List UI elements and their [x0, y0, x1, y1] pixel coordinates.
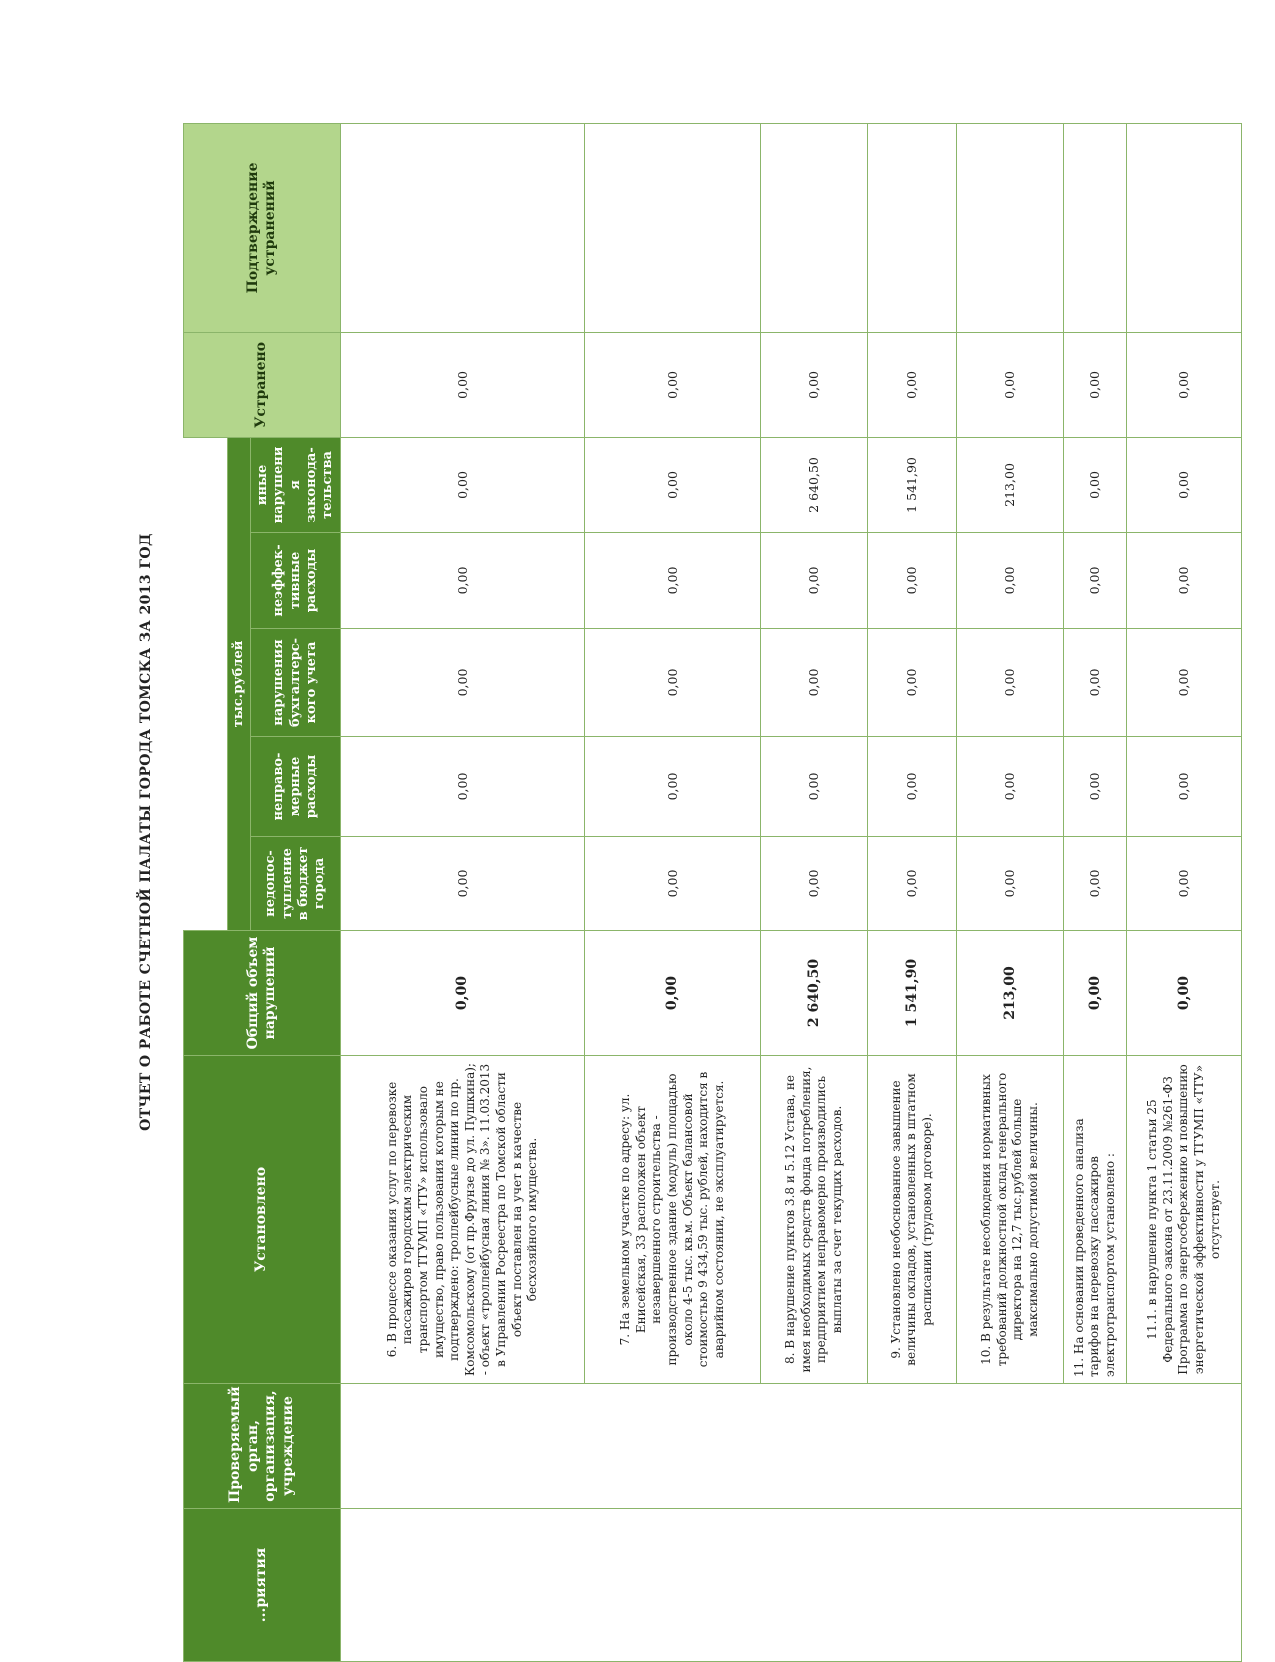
page-title: ОТЧЕТ О РАБОТЕ СЧЕТНОЙ ПАЛАТЫ ГОРОДА ТОМСКА ЗА 2013 ГОД: [138, 533, 154, 1131]
cell-value: 0,00: [957, 837, 1064, 931]
header-other-violations: иные нарушени я законода-тельства: [251, 437, 341, 532]
cell-value: 0,00: [341, 837, 585, 931]
cell-total: 213,00: [957, 931, 1064, 1056]
header-established: Установлено: [184, 1056, 341, 1384]
cell-value: 0,00: [761, 533, 868, 629]
cell-value: 0,00: [341, 533, 585, 629]
cell-confirm: [1064, 123, 1127, 332]
cell-fixed: 0,00: [341, 332, 585, 437]
cell-value: 0,00: [341, 437, 585, 532]
cell-established: 8. В нарушение пунктов 3.8 и 5.12 Устава, не имея необходимых средств фонда потребления, предприятием неправомерно производились выплаты за счет текущих расходов.: [761, 1056, 868, 1384]
cell-established: 6. В процессе оказания услуг по перевозке пассажиров городским электрическим транспортом ТГУМП «ТТУ» использовало имущество, право пользования которым не подтверждено: троллейбусные линии по пр. Комсомольскому (от пр.Фрунзе до ул. Пушкина); - объект «троллейбусная линия № 3». 11.03.2013 в Управлении Росреестра по Томской области объект поставлен на учет в качестве бесхозяйного имущества.: [341, 1056, 585, 1384]
cell-value: 0,00: [868, 737, 957, 837]
cell-total: 2 640,50: [761, 931, 868, 1056]
cell-established: 9. Установлено необоснованное завышение величины окладов, установленных в штатном расписании (трудовом договоре).: [868, 1056, 957, 1384]
cell-value: 0,00: [585, 629, 761, 737]
cell-value: 0,00: [868, 629, 957, 737]
cell-value: 0,00: [761, 737, 868, 837]
cell-value: 1 541,90: [868, 437, 957, 532]
cell-value: 0,00: [868, 837, 957, 931]
header-organization: Проверяемый орган, организация, учреждение: [184, 1384, 341, 1509]
header-total-violations: Общий объем нарушений: [184, 931, 341, 1056]
header-accounting-violations: нарушения бухгалтерс-кого учета: [251, 629, 341, 737]
cell-fixed: 0,00: [1127, 332, 1242, 437]
cell-confirm: [585, 123, 761, 332]
cell-value: 0,00: [957, 533, 1064, 629]
cell-confirm: [761, 123, 868, 332]
cell-event: [341, 1509, 1242, 1662]
cell-established: 11. На основании проведенного анализа тарифов на перевозку пассажиров электротранспортом установлено :: [1064, 1056, 1127, 1384]
cell-value: 2 640,50: [761, 437, 868, 532]
cell-value: 0,00: [585, 533, 761, 629]
cell-confirm: [957, 123, 1064, 332]
cell-value: 0,00: [1064, 437, 1127, 532]
cell-value: 0,00: [1127, 737, 1242, 837]
cell-value: 0,00: [957, 737, 1064, 837]
cell-total: 1 541,90: [868, 931, 957, 1056]
cell-value: 0,00: [868, 533, 957, 629]
cell-confirm: [1127, 123, 1242, 332]
cell-value: 0,00: [585, 737, 761, 837]
cell-value: 0,00: [1127, 629, 1242, 737]
table-row: [341, 123, 585, 1661]
header-illegal-expenses: неправо-мерные расходы: [251, 737, 341, 837]
cell-established: 7. На земельном участке по адресу: ул. Енисейская, 33 расположен объект незавершенного строительства - производственное здание (модуль) площадью около 4-5 тыс. кв.м. Объект балансовой стоимостью 9 434,59 тыс. рублей, находится в аварийном состоянии, не эксплуатируется.: [585, 1056, 761, 1384]
cell-organization: [341, 1384, 1242, 1509]
cell-value: 0,00: [957, 629, 1064, 737]
cell-value: 0,00: [1064, 533, 1127, 629]
cell-value: 0,00: [341, 629, 585, 737]
header-budget-shortfall: недопос-тупление в бюджет города: [251, 837, 341, 931]
cell-value: 0,00: [341, 737, 585, 837]
header-inefficient-expenses: неэффек-тивные расходы: [251, 533, 341, 629]
cell-value: 0,00: [1064, 737, 1127, 837]
cell-value: 0,00: [1064, 837, 1127, 931]
cell-total: 0,00: [1127, 931, 1242, 1056]
cell-total: 0,00: [341, 931, 585, 1056]
cell-total: 0,00: [585, 931, 761, 1056]
header-group-units: тыс.рублей: [228, 437, 251, 930]
cell-fixed: 0,00: [1064, 332, 1127, 437]
cell-value: 0,00: [761, 837, 868, 931]
cell-value: 0,00: [1127, 437, 1242, 532]
cell-established: 10. В результате несоблюдения нормативных требований должностной оклад генерального директора на 12,7 тыс.рублей больше максимально допустимой величины.: [957, 1056, 1064, 1384]
cell-established: 11.1. в нарушение пункта 1 статьи 25 Федерального закона от 23.11.2009 №261-ФЗ Программа по энергосбережению и повышению энергетической эффективности у ТГУМП «ТТУ» отсутствует.: [1127, 1056, 1242, 1384]
report-table: [183, 123, 1242, 1662]
cell-fixed: 0,00: [957, 332, 1064, 437]
cell-value: 0,00: [585, 437, 761, 532]
cell-value: 213,00: [957, 437, 1064, 532]
cell-value: 0,00: [1064, 629, 1127, 737]
cell-total: 0,00: [1064, 931, 1127, 1056]
cell-value: 0,00: [585, 837, 761, 931]
header-event: ...риятия: [184, 1509, 341, 1662]
header-blank: [184, 437, 228, 930]
cell-value: 0,00: [1127, 533, 1242, 629]
cell-confirm: [341, 123, 585, 332]
cell-fixed: 0,00: [761, 332, 868, 437]
header-confirmation: Подтверждение устранений: [184, 123, 341, 332]
cell-fixed: 0,00: [868, 332, 957, 437]
header-fixed: Устранено: [184, 332, 341, 437]
cell-value: 0,00: [1127, 837, 1242, 931]
cell-fixed: 0,00: [585, 332, 761, 437]
cell-value: 0,00: [761, 629, 868, 737]
cell-confirm: [868, 123, 957, 332]
